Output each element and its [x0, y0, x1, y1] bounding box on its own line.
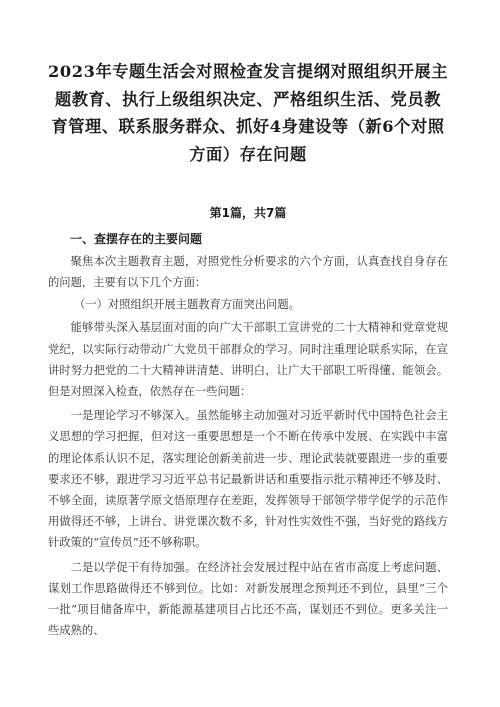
body-paragraph-theory-study: 一是理论学习不够深入。虽然能够主动加强对习近平新时代中国特色社会主义思想的学习把握，但对这一重要思想是一个不断在传承中发展、在实践中丰富的理论体系认识不足，落实理论创新美前进一步、理论武装就要跟进一步的重要要求还不够，跟进学习习近平总书记最新讲话和重要指示批示精神还不够及时、不够全面，读原著学原文悟原理存在差距，发挥领导干部领学带学促学的示范作用做得还不够，上讲台、讲党课次数不多，针对性实效性不强，当好党的路线方针政策的“宣传员”还不够称职。: [48, 409, 448, 550]
document-title: 2023年专题生活会对照检查发言提纲对照组织开展主题教育、执行上级组织决定、严格组织生活、党员教育管理、联系服务群众、抓好4身建设等（新6个对照方面）存在问题: [48, 62, 448, 164]
section-heading: 一、查摆存在的主要问题: [70, 232, 203, 246]
body-paragraph-learning-to-action: 二是以学促干有待加强。在经济社会发展过程中站在省市高度上考虑问题、谋划工作思路做得还不够到位。比如：对新发展理念预判还不到位，县里“三个一批”项目储备库中，新能源基建项目占比还不高，谋划还不到位。更多关注一些成熟的、: [48, 560, 448, 638]
article-pager: 第1篇，共7篇: [209, 206, 287, 220]
subheading-organize-education: （一）对照组织开展主题教育方面突出问题。: [73, 298, 300, 312]
intro-paragraph: 聚焦本次主题教育主题，对照党性分析要求的六个方面，认真查找自身存在的问题，主要有以下几个方面：: [48, 255, 448, 290]
body-paragraph: 能够带头深入基层面对面的向广大干部职工宣讲党的二十大精神和党章党规党纪，以实际行动带动广大党员干部群众的学习。同时注重理论联系实际，在宣讲时努力把党的二十大精神讲清楚、讲明白，让广大干部职工听得懂、能领会。但是对照深入检查，依然存在一些问题：: [48, 321, 448, 399]
